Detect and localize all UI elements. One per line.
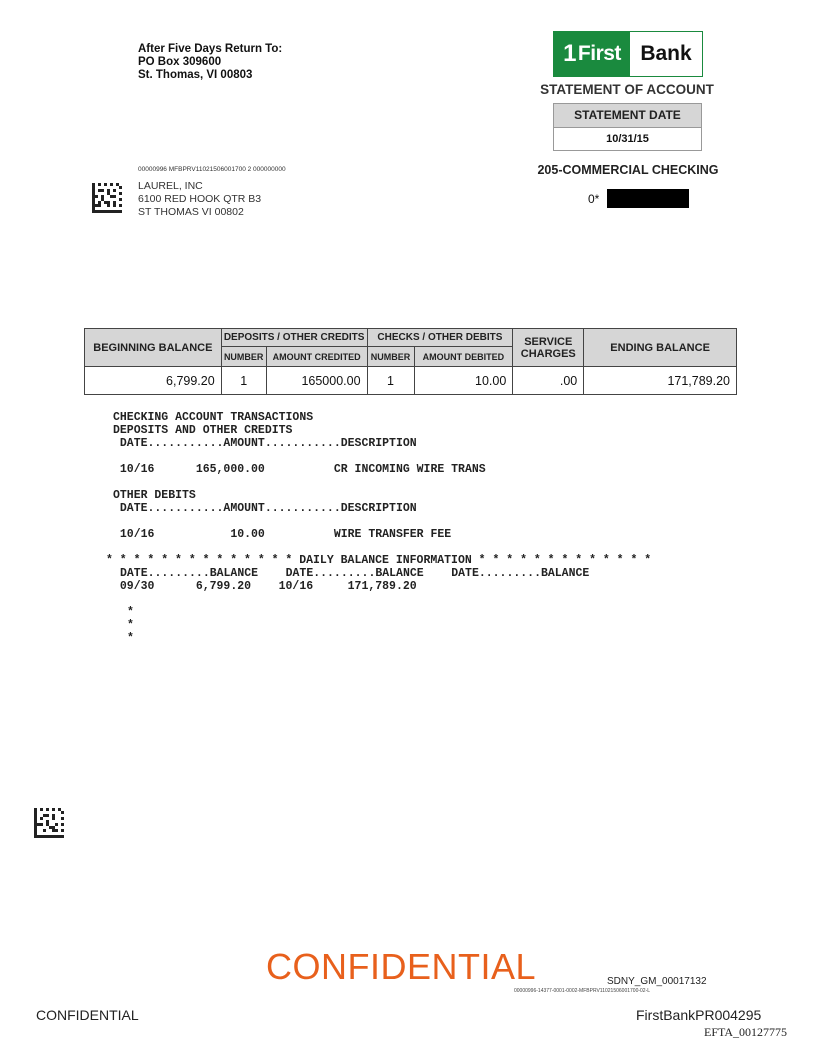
return-address-line2: PO Box 309600 xyxy=(138,56,222,68)
debit-count-value: 1 xyxy=(367,367,414,395)
debits-column-header: DATE...........AMOUNT...........DESCRIPTION xyxy=(113,502,417,515)
return-address-line3: St. Thomas, VI 00803 xyxy=(138,69,253,81)
credit-row: 10/16 165,000.00 CR INCOMING WIRE TRANS xyxy=(113,463,486,476)
header-debit-number: NUMBER xyxy=(367,347,414,367)
header-amount-credited: AMOUNT CREDITED xyxy=(266,347,367,367)
header-amount-debited: AMOUNT DEBITED xyxy=(414,347,513,367)
debits-title: OTHER DEBITS xyxy=(113,489,196,502)
debit-row: 10/16 10.00 WIRE TRANSFER FEE xyxy=(113,528,452,541)
statement-date-value: 10/31/15 xyxy=(606,133,649,145)
customer-name: LAUREL, INC xyxy=(138,180,203,192)
star-marker: * xyxy=(127,632,134,645)
barcode-icon xyxy=(34,808,64,838)
barcode-icon xyxy=(92,183,122,213)
sdny-number: SDNY_GM_00017132 xyxy=(607,976,707,987)
logo-bank: Bank xyxy=(630,32,702,76)
daily-balance-header: DATE.........BALANCE DATE.........BALANCE DATE.........BALANCE xyxy=(120,567,590,580)
header-beginning-balance: BEGINNING BALANCE xyxy=(85,329,222,367)
redaction-bar xyxy=(607,189,689,208)
efta-number: EFTA_00127775 xyxy=(704,1025,788,1039)
header-ending-balance: ENDING BALANCE xyxy=(584,329,737,367)
logo-first: First xyxy=(577,42,621,65)
firstbank-logo xyxy=(553,31,703,77)
star-marker: * xyxy=(127,606,134,619)
statement-title: STATEMENT OF ACCOUNT xyxy=(540,82,714,97)
reference-line: 00000996 MFBPRV11021506001700 2 000000000 xyxy=(138,166,286,173)
header-deposit-number: NUMBER xyxy=(221,347,266,367)
beginning-balance-value: 6,799.20 xyxy=(85,367,222,395)
customer-address xyxy=(138,180,261,219)
deposit-count-value: 1 xyxy=(221,367,266,395)
account-number-prefix: 0* xyxy=(588,191,600,206)
account-number xyxy=(588,189,689,208)
header-service-charges-line1: SERVICE xyxy=(524,335,573,348)
daily-balance-row: 09/30 6,799.20 10/16 171,789.20 xyxy=(113,580,417,593)
daily-balance-title: * * * * * * * * * * * * * * DAILY BALANCE INFORMATION * * * * * * * * * * * * * xyxy=(106,554,652,567)
header-service-charges-line2: CHARGES xyxy=(520,347,576,360)
confidential-label: CONFIDENTIAL xyxy=(36,1007,139,1023)
header-checks: CHECKS / OTHER DEBITS xyxy=(367,329,513,347)
star-marker: * xyxy=(127,619,134,632)
credits-column-header: DATE...........AMOUNT...........DESCRIPTION xyxy=(113,437,417,450)
statement-date-box xyxy=(553,103,702,151)
customer-city: ST THOMAS VI 00802 xyxy=(138,206,244,218)
return-address xyxy=(138,43,282,82)
confidential-stamp: CONFIDENTIAL xyxy=(266,946,537,987)
transactions-title: CHECKING ACCOUNT TRANSACTIONS xyxy=(113,411,314,424)
logo-one: 1 xyxy=(563,40,576,67)
header-service-charges xyxy=(513,329,584,367)
bates-number: FirstBankPR004295 xyxy=(636,1007,762,1023)
amount-credited-value: 165000.00 xyxy=(266,367,367,395)
amount-debited-value: 10.00 xyxy=(414,367,513,395)
summary-row xyxy=(85,367,737,395)
header-deposits: DEPOSITS / OTHER CREDITS xyxy=(221,329,367,347)
credits-title: DEPOSITS AND OTHER CREDITS xyxy=(113,424,293,437)
ending-balance-value: 171,789.20 xyxy=(584,367,737,395)
customer-street: 6100 RED HOOK QTR B3 xyxy=(138,193,262,205)
account-type: 205-COMMERCIAL CHECKING xyxy=(537,163,719,177)
document-control-number: 00000996-14377-0001-0002-MFBPRV11021506001700-02-L xyxy=(514,988,651,994)
account-summary-table xyxy=(84,328,737,395)
statement-date-label: STATEMENT DATE xyxy=(554,104,701,128)
return-address-line1: After Five Days Return To: xyxy=(138,43,283,55)
service-charges-value: .00 xyxy=(513,367,584,395)
